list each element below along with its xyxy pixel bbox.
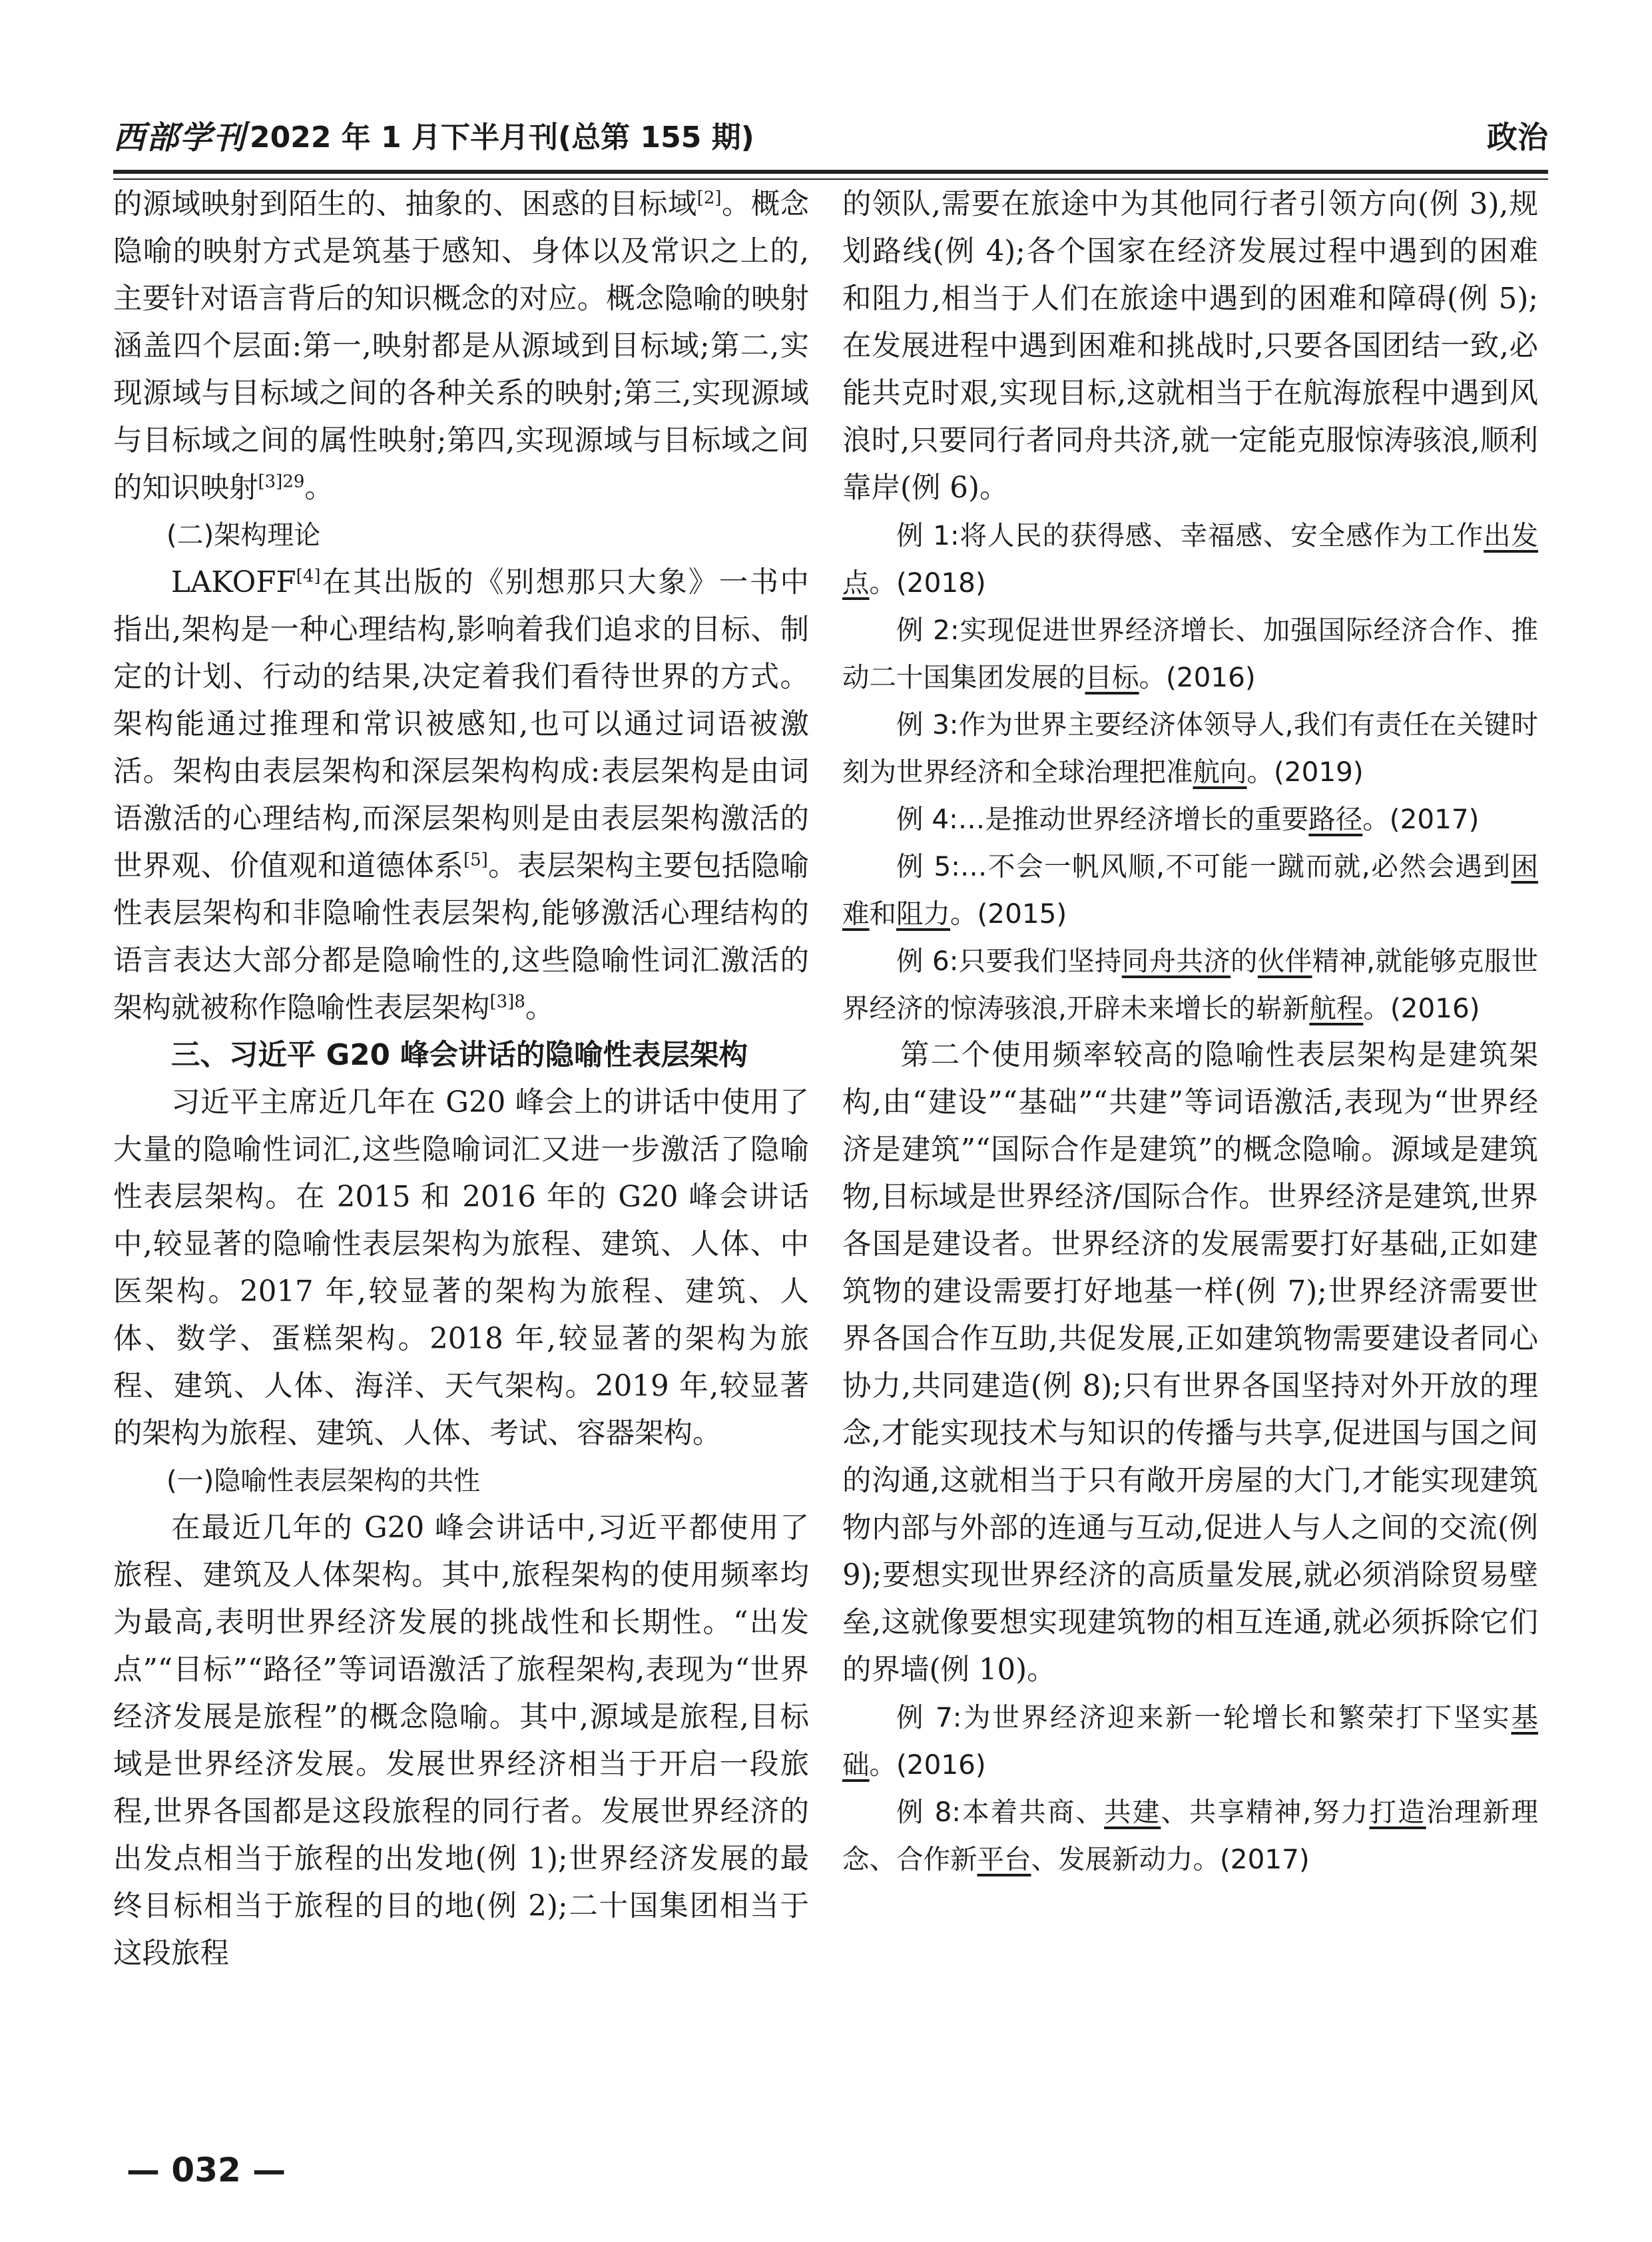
header-rule-thin <box>113 178 1548 180</box>
example: 例 1:将人民的获得感、幸福感、安全感作为工作出发点。(2018) <box>842 519 1538 599</box>
citation: [4] <box>296 566 321 587</box>
issue-info: 2022 年 1 月下半月刊(总第 155 期) <box>250 121 754 154</box>
citation: [3]29 <box>258 471 305 492</box>
citation: [3]8 <box>489 991 525 1012</box>
paragraph: 的源域映射到陌生的、抽象的、困惑的目标域[2]。概念隐喻的映射方式是筑基于感知、身体以及常识之上的,主要针对语言背后的知识概念的对应。概念隐喻的映射涵盖四个层面:第一,映射都是从源域到目标域;第二,实现源域与目标域之间的各种关系的映射;第三,实现源域与目标域之间的属性映射;第四,实现源域与目标域之间的知识映射$^{[3]29}$。 <box>113 188 810 505</box>
example: 例 5:…不会一帆风顺,不可能一蹴而就,必然会遇到困难和阻力。(2015) <box>842 850 1538 930</box>
subheading: (一)隐喻性表层架构的共性 <box>166 1466 481 1496</box>
left-column <box>113 181 809 1978</box>
paragraph: 的领队,需要在旅途中为其他同行者引领方向(例 3),规划路线(例 4);各个国家在经济发展过程中遇到的困难和阻力,相当于人们在旅途中遇到的困难和障碍(例 5);在发展进程中遇到困难和挑战时,只要各国团结一致,必能共克时艰,实现目标,这就相当于在航海旅程中遇到风浪时,只要同行者同舟共济,就一定能克服惊涛骇浪,顺利靠岸(例 6)。 <box>842 188 1538 505</box>
example: 例 6:只要我们坚持同舟共济的伙伴精神,就能够克服世界经济的惊涛骇浪,开辟未来增长的崭新航程。(2016) <box>842 945 1539 1024</box>
example: 例 7:为世界经济迎来新一轮增长和繁荣打下坚实基础。(2016) <box>842 1701 1538 1781</box>
example: 例 3:作为世界主要经济体领导人,我们有责任在关键时刻为世界经济和全球治理把准航向。(2019) <box>842 708 1538 788</box>
right-column <box>842 181 1538 1883</box>
citation: [5] <box>463 850 488 870</box>
running-header <box>113 107 1548 166</box>
example: 例 8:本着共商、共建、共享精神,努力打造治理新理念、合作新平台、发展新动力。(2017) <box>842 1796 1539 1875</box>
paragraph: LAKOFF[4]在其出版的《别想那只大象》一书中指出,架构是一种心理结构,影响着我们追求的目标、制定的计划、行动的结果,决定着我们看待世界的方式。架构能通过推理和常识被感知,也可以通过词语被激活。架构由表层架构和深层架构构成:表层架构是由词语激活的心理结构,而深层架构则是由表层架构激活的世界观、价值观和道德体系[5]。表层架构主要包括隐喻性表层架构和非隐喻性表层架构,能够激活心理结构的语言表达大部分都是隐喻性的,这些隐喻性词汇激活的架构就被称作隐喻性表层架构$^{[3]8}$。 <box>113 566 810 1025</box>
paragraph: 第二个使用频率较高的隐喻性表层架构是建筑架构,由“建设”“基础”“共建”等词语激活,表现为“世界经济是建筑”“国际合作是建筑”的概念隐喻。源域是建筑物,目标域是世界经济/国际合作。世界经济是建筑,世界各国是建设者。世界经济的发展需要打好基础,正如建筑物的建设需要打好地基一样(例 7);世界经济需要世界各国合作互助,共促发展,正如建筑物需要建设者同心协力,共同建造(例 8);只有世界各国坚持对外开放的理念,才能实现技术与知识的传播与共享,促进国与国之间的沟通,这就相当于只有敞开房屋的大门,才能实现建筑物内部与外部的连通与互动,促进人与人之间的交流(例 9);要想实现世界经济的高质量发展,就必须消除贸易壁垒,这就像要想实现建筑物的相互连通,就必须拆除它们的界墙(例 10)。 <box>842 1039 1538 1687</box>
subheading: (二)架构理论 <box>166 520 321 551</box>
citation: [2] <box>696 188 722 208</box>
paragraph: 在最近几年的 G20 峰会讲话中,习近平都使用了旅程、建筑及人体架构。其中,旅程架构的使用频率均为最高,表明世界经济发展的挑战性和长期性。“出发点”“目标”“路径”等词语激活了旅程架构,表现为“世界经济发展是旅程”的概念隐喻。其中,源域是旅程,目标域是世界经济发展。发展世界经济相当于开启一段旅程,世界各国都是这段旅程的同行者。发展世界经济的出发点相当于旅程的出发地(例 1);世界经济发展的最终目标相当于旅程的目的地(例 2);二十国集团相当于这段旅程 <box>113 1512 809 1970</box>
section-heading: 三、习近平 G20 峰会讲话的隐喻性表层架构 <box>171 1039 748 1072</box>
header-rule <box>113 170 1548 174</box>
paragraph: 习近平主席近几年在 G20 峰会上的讲话中使用了大量的隐喻性词汇,这些隐喻词汇又进一步激活了隐喻性表层架构。在 2015 和 2016 年的 G20 峰会讲话中,较显著的隐喻性表层架构为旅程、建筑、人体、中医架构。2017 年,较显著的架构为旅程、建筑、人体、数学、蛋糕架构。2018 年,较显著的架构为旅程、建筑、人体、海洋、天气架构。2019 年,较显著的架构为旅程、建筑、人体、考试、容器架构。 <box>113 1086 809 1450</box>
example: 例 4:…是推动世界经济增长的重要路径。(2017) <box>896 803 1480 835</box>
example: 例 2:实现促进世界经济增长、加强国际经济合作、推动二十国集团发展的目标。(2016) <box>842 614 1538 693</box>
journal-logo: 西部学刊 <box>113 119 247 156</box>
page-number: — 032 — <box>127 2151 286 2189</box>
section-name: 政治 <box>1487 119 1548 155</box>
